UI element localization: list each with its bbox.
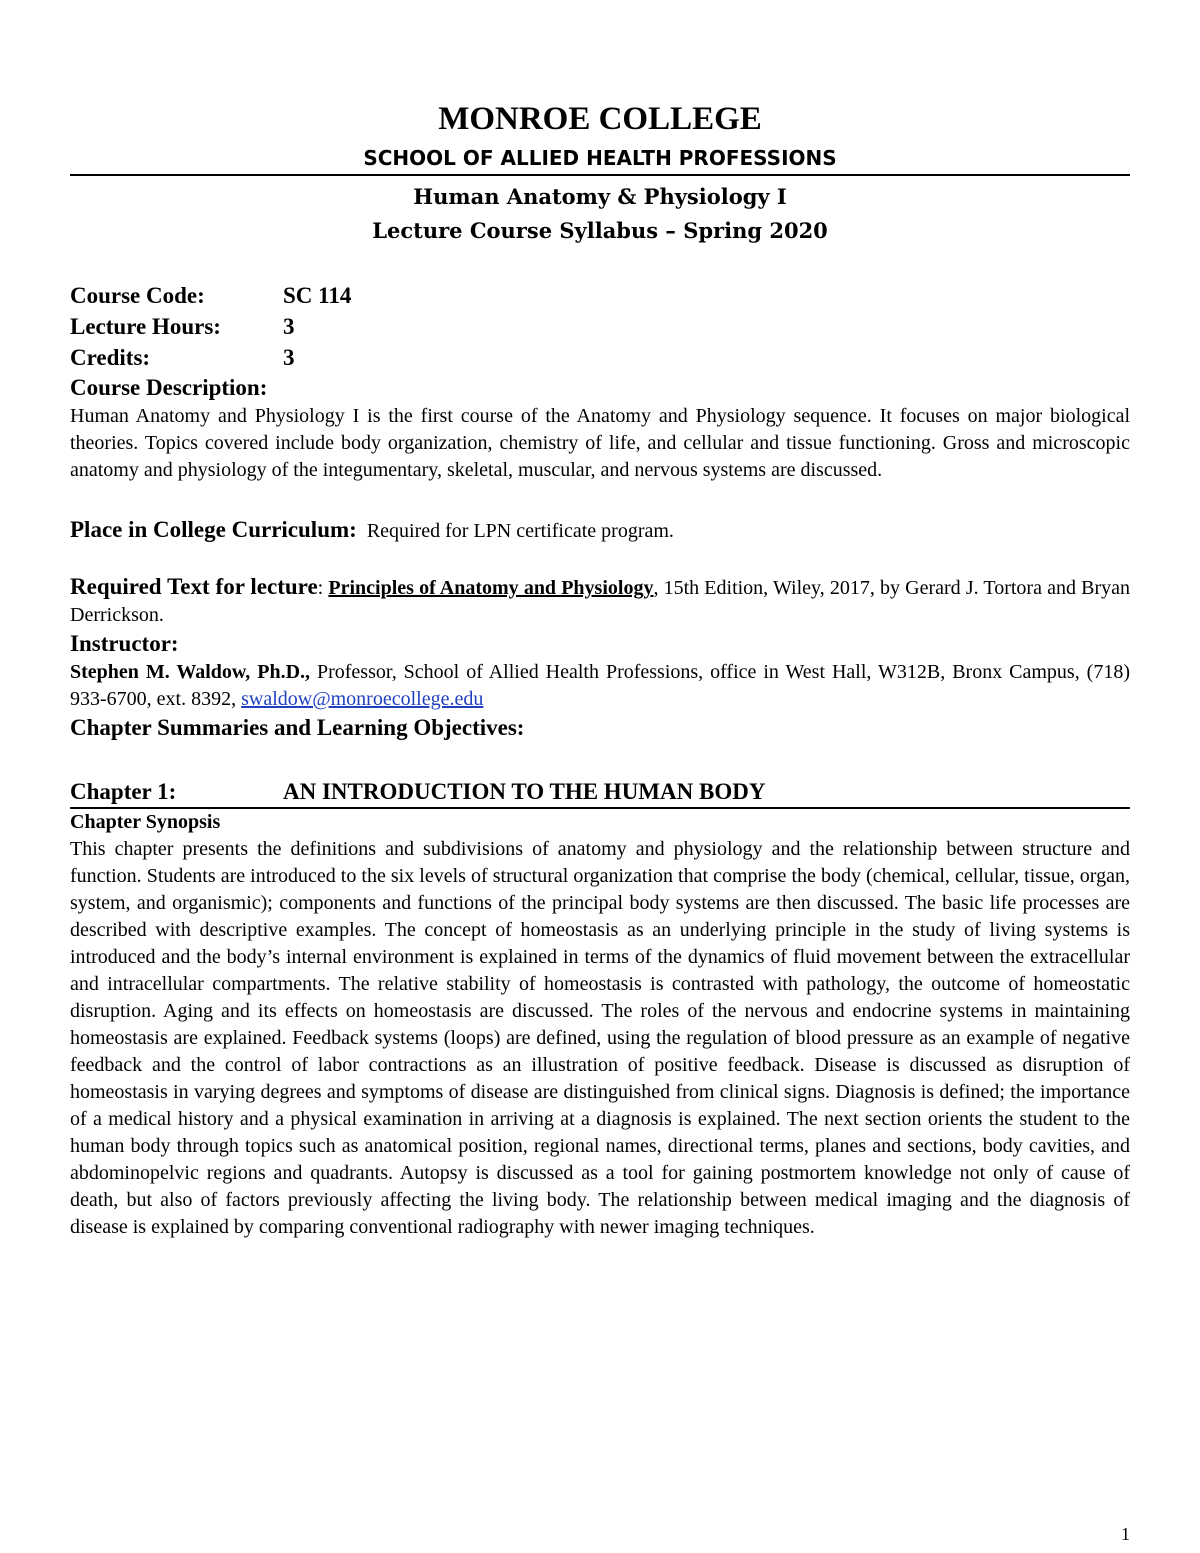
required-text-heading: Required Text for lecture [70,574,318,599]
instructor-email-link[interactable]: swaldow@monroecollege.edu [241,688,484,710]
chapter-heading [70,777,1130,809]
curriculum-text: Required for LPN certificate program. [366,520,674,542]
credits-value: 3 [283,345,295,370]
course-description-text: Human Anatomy and Physiology I is the first course of the Anatomy and Physiology sequence. It focuses on major biological theories. Topics covered include body organization, chemistry of life, and cellular and tissue functioning. Gross and microscopic anatomy and physiology of the integumentary, skeletal, muscular, and nervous systems are discussed. [70,405,1130,481]
required-text-colon: : [317,577,324,599]
syllabus-term: Lecture Course Syllabus – Spring 2020 [372,218,828,243]
lecture-hours-row [70,311,351,342]
curriculum-heading: Place in College Curriculum: [70,517,357,542]
credits-label: Credits: [70,345,151,370]
required-text-paragraph [70,573,1130,629]
course-code-row [70,280,351,311]
instructor-heading: Instructor: [70,631,179,656]
course-code-label: Course Code: [70,283,205,308]
instructor-name: Stephen M. Waldow, Ph.D., [70,661,311,683]
course-title: Human Anatomy & Physiology I [413,184,787,209]
course-description-heading: Course Description: [70,375,268,400]
syllabus-page [70,100,1130,1241]
lecture-hours-label: Lecture Hours: [70,314,221,339]
chapter-title: AN INTRODUCTION TO THE HUMAN BODY [283,779,766,804]
instructor-paragraph [70,659,1130,713]
chapter-number: Chapter 1: [70,779,177,804]
lecture-hours-value: 3 [283,314,295,339]
page-number: 1 [1121,1524,1130,1544]
course-code-value: SC 114 [283,283,352,308]
header-divider [70,174,1130,176]
instructor-details: Professor, School of Allied Health Professions, office in West Hall, W312B, Bronx Campus, (718) 933-6700, ext. 8392, [70,661,1130,710]
course-info-table [70,280,351,373]
curriculum-paragraph [70,516,1130,545]
institution-title: MONROE COLLEGE [438,101,762,137]
summaries-heading: Chapter Summaries and Learning Objectives: [70,715,525,740]
credits-row [70,342,351,373]
textbook-details: , 15th Edition, Wiley, 2017, by Gerard J. Tortora and Bryan Derrickson. [70,577,1131,626]
textbook-title: Principles of Anatomy and Physiology [328,577,654,599]
synopsis-heading: Chapter Synopsis [70,811,221,833]
synopsis-text: This chapter presents the definitions and subdivisions of anatomy and physiology and the relationship between structure and function. Students are introduced to the six levels of structural organization that comprise the body (chemical, cellular, tissue, organ, system, and organismic); components and functions of the principal body systems are then discussed. The basic life processes are described with descriptive examples. The concept of homeostasis as an underlying principle in the study of living systems is introduced and the body’s internal environment is explained in terms of the dynamics of fluid movement between the extracellular and intracellular compartments. The relative stability of homeostasis is contrasted with pathology, the outcome of homeostatic disruption. Aging and its effects on homeostasis are discussed. The roles of the nervous and endocrine systems in maintaining homeostasis are explained. Feedback systems (loops) are defined, using the regulation of blood pressure as an example of negative feedback and the control of labor contractions as an illustration of positive feedback. Disease is discussed as disruption of homeostasis in varying degrees and symptoms of disease are distinguished from clinical signs. Diagnosis is defined; the importance of a medical history and a physical examination in arriving at a diagnosis is explained. The next section orients the student to the human body through topics such as anatomical position, regional names, directional terms, planes and sections, body cavities, and abdominopelvic regions and quadrants. Autopsy is discussed as a tool for gaining postmortem knowledge not only of cause of death, but also of factors previously affecting the living body. The relationship between medical imaging and the diagnosis of disease is explained by comparing conventional radiography with newer imaging techniques. [70,838,1130,1238]
school-name: SCHOOL OF ALLIED HEALTH PROFESSIONS [363,146,837,170]
